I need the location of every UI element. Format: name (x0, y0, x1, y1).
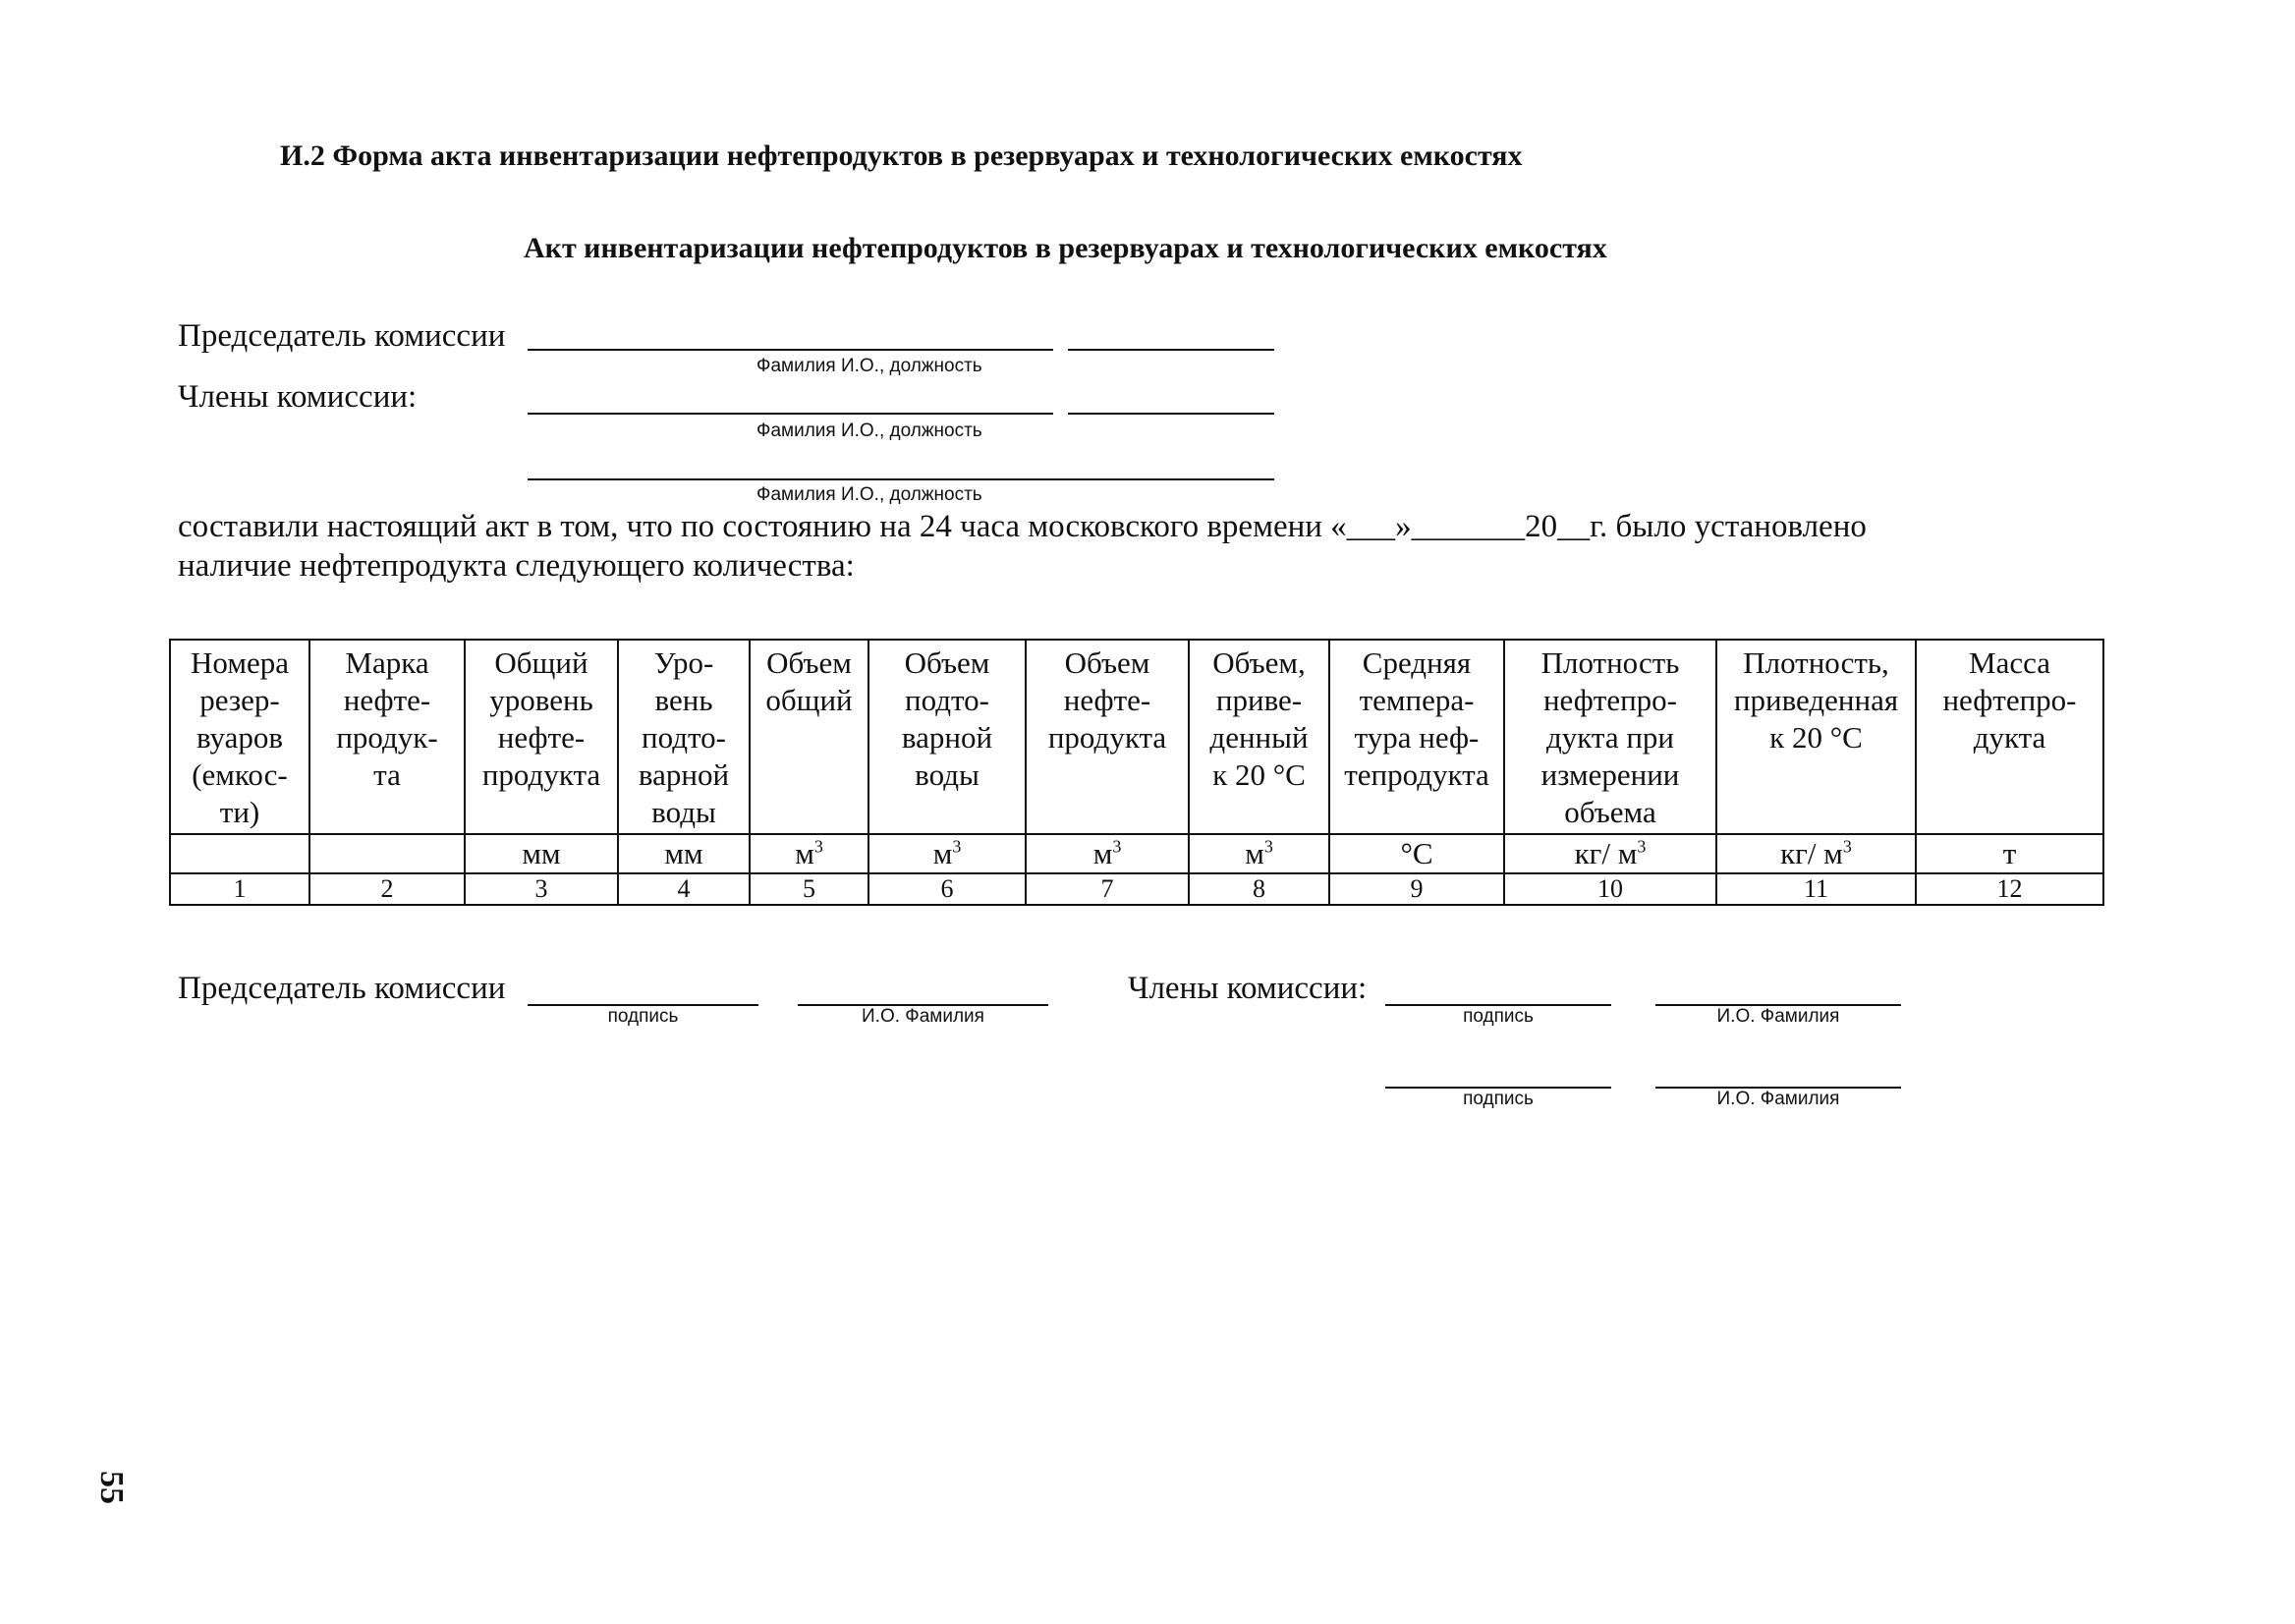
column-number: 1 (170, 873, 309, 905)
unit-cell: $м^3$ (1026, 834, 1189, 873)
column-number: 4 (618, 873, 750, 905)
header-cell: Объем общий (750, 640, 868, 834)
member2-signature-caption: подпись (1463, 1089, 1534, 1109)
header-cell: Объем нефте- продукта (1026, 640, 1189, 834)
header-row (170, 640, 2103, 834)
unit-cell: мм (465, 834, 618, 873)
chairman-name-line[interactable] (528, 349, 1053, 351)
column-number-row (170, 873, 2103, 905)
column-number: 5 (750, 873, 868, 905)
column-number: 7 (1026, 873, 1189, 905)
sign-chairman-label: Председатель комиссии (178, 971, 506, 1006)
header-cell: Плотность, приведенная к 20 °С (1716, 640, 1916, 834)
unit-cell: $м^3$ (868, 834, 1026, 873)
chairman-label: Председатель комиссии (178, 318, 506, 354)
member1-name-line[interactable] (528, 413, 1053, 415)
member1-position-line[interactable] (1068, 413, 1274, 415)
statement-line-1: составили настоящий акт в том, что по состоянию на 24 часа московского времени «___»_______20__г. было установлено (178, 509, 1867, 544)
header-cell: Общий уровень нефте- продукта (465, 640, 618, 834)
act-title: Акт инвентаризации нефтепродуктов в резервуарах и технологических емкостях (524, 232, 1607, 264)
header-cell: Средняя темпера- тура неф- тепродукта (1329, 640, 1504, 834)
header-cell: Объем, приве- денный к 20 °С (1189, 640, 1329, 834)
chairman-position-line[interactable] (1068, 349, 1274, 351)
column-number: 9 (1329, 873, 1504, 905)
column-number: 11 (1716, 873, 1916, 905)
unit-cell: кг/ $м^3$ (1716, 834, 1916, 873)
column-number: 8 (1189, 873, 1329, 905)
header-cell: Плотность нефтепро- дукта при измерении объема (1504, 640, 1716, 834)
chairman-name-caption: И.О. Фамилия (862, 1006, 984, 1027)
member2-name-caption: И.О. Фамилия (1716, 1089, 1840, 1109)
header-cell: Номера резер- вуаров (емкос- ти) (170, 640, 309, 834)
chairman-signature-caption: подпись (607, 1006, 679, 1027)
unit-cell: т (1916, 834, 2103, 873)
units-row (170, 834, 2103, 873)
column-number: 12 (1916, 873, 2103, 905)
header-cell: Уро- вень подто- варной воды (618, 640, 750, 834)
column-number: 3 (465, 873, 618, 905)
column-number: 6 (868, 873, 1026, 905)
unit-cell: кг/ $м^3$ (1504, 834, 1716, 873)
members-label: Члены комиссии: (178, 379, 418, 415)
inventory-table (169, 639, 2104, 906)
unit-cell: $м^3$ (750, 834, 868, 873)
member1-signature-caption: подпись (1463, 1006, 1534, 1027)
member1-caption: Фамилия И.О., должность (756, 420, 982, 441)
column-number: 2 (309, 873, 465, 905)
statement-line-2: наличие нефтепродукта следующего количества: (178, 548, 855, 584)
page-number: 55 (93, 1471, 130, 1504)
unit-cell: °С (1329, 834, 1504, 873)
header-cell: Масса нефтепро- дукта (1916, 640, 2103, 834)
sign-members-label: Члены комиссии: (1128, 971, 1368, 1006)
unit-cell: мм (618, 834, 750, 873)
column-number: 10 (1504, 873, 1716, 905)
unit-cell (170, 834, 309, 873)
header-cell: Марка нефте- продук- та (309, 640, 465, 834)
header-cell: Объем подто- варной воды (868, 640, 1026, 834)
section-heading: И.2 Форма акта инвентаризации нефтепродуктов в резервуарах и технологических емкостях (280, 140, 1523, 172)
member1-name-caption: И.О. Фамилия (1716, 1006, 1840, 1027)
member2-caption: Фамилия И.О., должность (756, 484, 982, 505)
unit-cell (309, 834, 465, 873)
unit-cell: $м^3$ (1189, 834, 1329, 873)
chairman-caption: Фамилия И.О., должность (756, 356, 982, 376)
member2-line[interactable] (528, 478, 1274, 480)
